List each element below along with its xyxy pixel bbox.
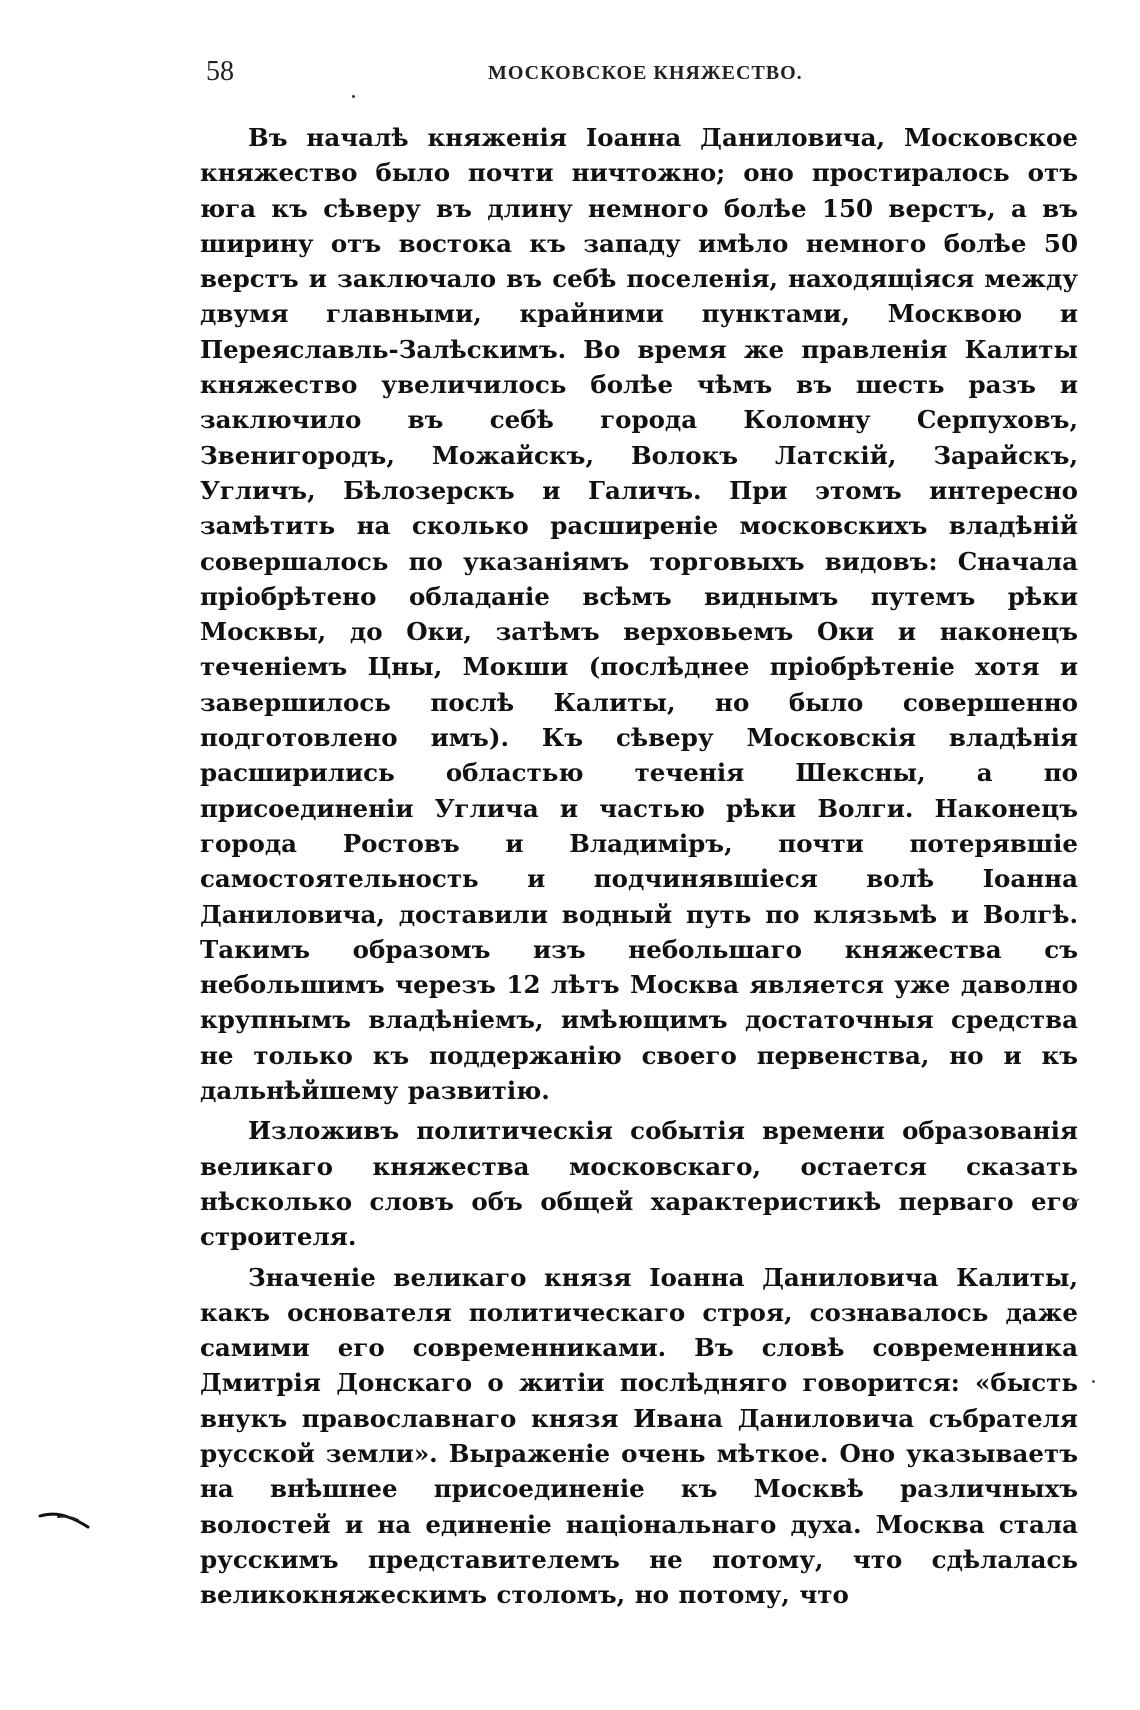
running-head: МОСКОВСКОЕ КНЯЖЕСТВО.	[488, 62, 803, 84]
print-speck	[352, 95, 355, 98]
page-number: 58	[206, 56, 234, 87]
margin-pen-mark	[38, 1508, 94, 1530]
paragraph-1: Въ началѣ княженія Іоанна Даниловича, Московское княжество было почти ничтожно; оно простиралось отъ юга къ сѣверу въ длину немного болѣе 150 верстъ, а въ ширину отъ востока къ западу имѣло немного болѣе 50 верстъ и заключало въ себѣ поселенія, находящіяся между двумя главными, крайними пунктами, Москвою и Переяславль-Залѣскимъ. Во время же правленія Калиты княжество увеличилось болѣе чѣмъ въ шесть разъ и заключило въ себѣ города Коломну Серпуховъ, Звенигородъ, Можайскъ, Волокъ Латскій, Зарайскъ, Угличъ, Бѣлозерскъ и Галичъ. При этомъ интересно замѣтить на сколько расширеніе московскихъ владѣній совершалось по указаніямъ торговыхъ видовъ: Сначала пріобрѣтено обладаніе всѣмъ виднымъ путемъ рѣки Москвы, до Оки, затѣмъ верховьемъ Оки и наконецъ теченіемъ Цны, Мокши (послѣднее пріобрѣтеніе хотя и завершилось послѣ Калиты, но было совершенно подготовлено имъ). Къ сѣверу Московскія владѣнія расширились областью теченія Шексны, а по присоединеніи Углича и частью рѣки Волги. Наконецъ города Ростовъ и Владиміръ, почти потерявшіе самостоятельность и подчинявшіеся волѣ Іоанна Даниловича, доставили водный путь по клязьмѣ и Волгѣ. Такимъ образомъ изъ небольшаго княжества съ небольшимъ черезъ 12 лѣтъ Москва является уже даволно крупнымъ владѣніемъ, имѣющимъ достаточныя средства не только къ поддержанію своего первенства, но и къ дальнѣйшему развитію.	[200, 123, 1078, 1106]
body-text	[200, 120, 1078, 1612]
margin-tick-mark	[1066, 1198, 1080, 1208]
paragraph-3: Значеніе великаго князя Іоанна Даниловича Калиты, какъ основателя политическаго строя, сознавалось даже самими его современниками. Въ словѣ современника Дмитрія Донскаго о житіи послѣдняго говорится: «бысть внукъ православнаго князя Ивана Даниловича събрателя русской земли». Выраженіе очень мѣткое. Оно указываетъ на внѣшнее присоединеніе къ Москвѣ различныхъ волостей и на единеніе національнаго духа. Москва стала русскимъ представителемъ не потому, что сдѣлалась великокняжескимъ столомъ, но потому, что	[200, 1262, 1078, 1610]
paragraph-2: Изложивъ политическія событія времени образованія великаго княжества московскаго, остается сказать нѣсколько словъ объ общей характеристикѣ перваго его строителя.	[200, 1116, 1078, 1252]
print-speck	[1092, 1380, 1095, 1383]
